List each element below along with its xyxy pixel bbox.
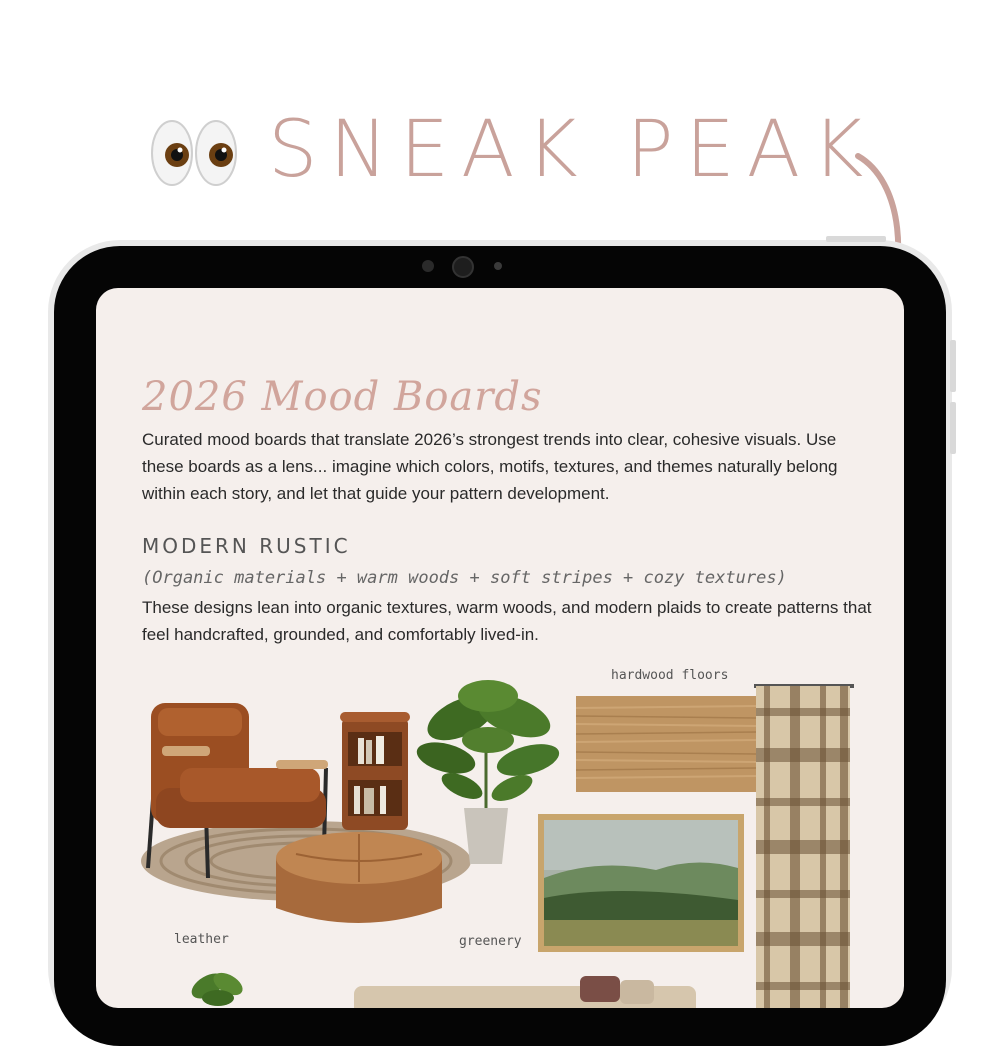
eyes-icon: [150, 118, 240, 188]
sensor-dot: [422, 260, 434, 272]
tablet-screen: [96, 288, 904, 1008]
label-leather: leather: [174, 932, 229, 947]
landscape-painting: [538, 814, 744, 952]
sneak-peak-headline: SNEAK PEAK: [268, 105, 876, 195]
leather-ottoman: [276, 832, 442, 923]
hardwood-floors-swatch: [576, 696, 756, 792]
section-subtitle: (Organic materials + warm woods + soft stripes + cozy textures): [142, 568, 787, 588]
round-bookcase: [340, 712, 410, 830]
label-greenery: greenery: [459, 934, 522, 949]
sofa-bottom: [354, 976, 696, 1008]
intro-paragraph: Curated mood boards that translate 2026’s strongest trends into clear, cohesive visuals. Use these boards as a lens... imagine which colors, motifs, textures, and themes naturally belong within each story, and let that guide your pattern development.: [142, 430, 838, 503]
section-description: These designs lean into organic textures, warm woods, and modern plaids to create patterns that feel handcrafted, grounded, and comfortably lived-in.: [142, 598, 872, 644]
sensor-dot-small: [494, 262, 502, 270]
section-title: MODERN RUSTIC: [142, 534, 351, 558]
top-button: [826, 236, 886, 242]
label-hardwood-floors: hardwood floors: [611, 668, 729, 683]
camera-lens: [452, 256, 474, 278]
plaid-curtain: [754, 684, 854, 1008]
volume-up-button: [950, 340, 956, 392]
volume-down-button: [950, 402, 956, 454]
small-plant-bottom: [187, 968, 246, 1006]
page-title: 2026 Mood Boards: [142, 374, 543, 420]
mood-board-collage: [96, 668, 904, 1008]
